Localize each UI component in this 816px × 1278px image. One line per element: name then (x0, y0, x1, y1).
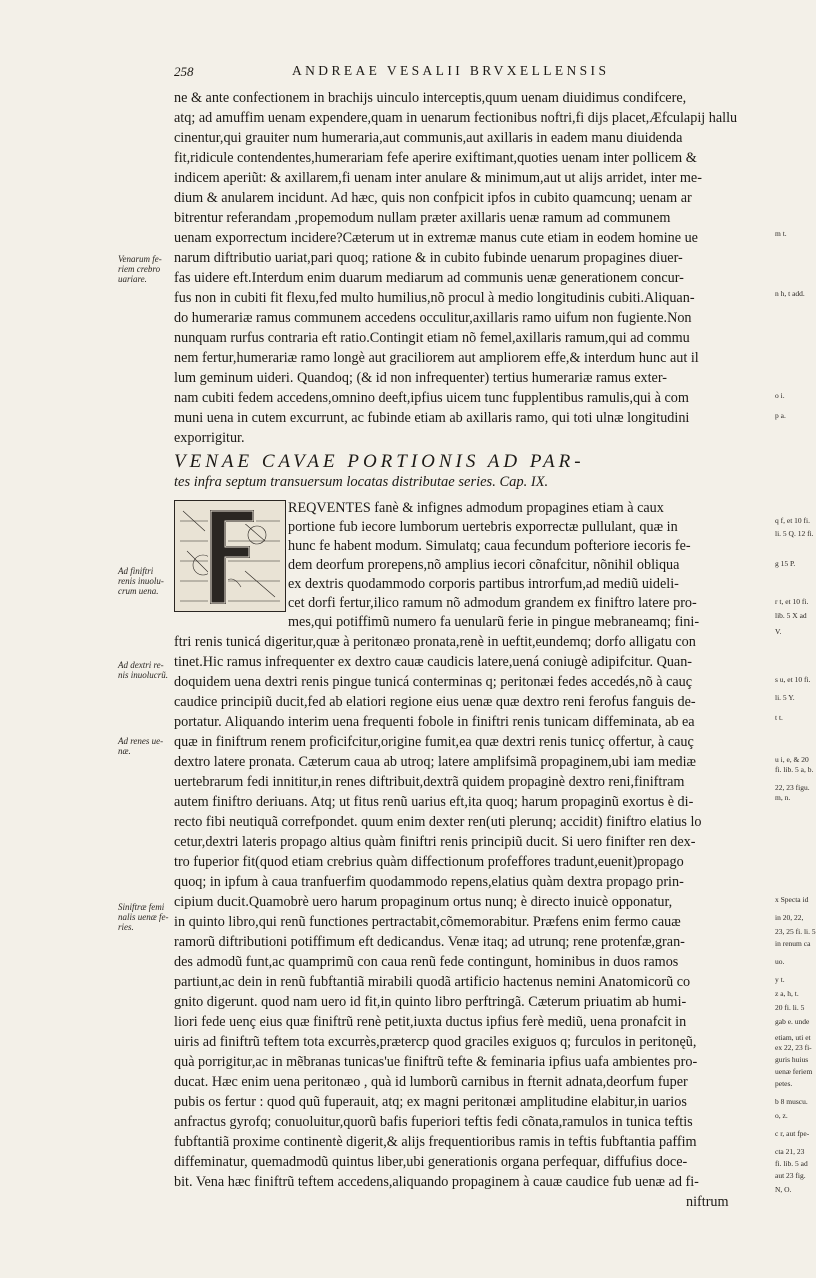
text-line: fas uidere eft.Interdum enim duarum mediarum ad communis uenæ generationem concur- (174, 270, 684, 286)
text-line: autem finiftro deriuans. Atq; ut fitus renũ uarius eft,ita quoq; harum propaginũ exortus è di- (174, 794, 694, 810)
text-line: recto fibi neutiquã correfpondet. quum enim dexter ren(uti plerunq; accidit) finiftro elatius lo (174, 814, 702, 830)
text-line: liori fede uenç eius quæ finiftrũ renè petit,iuxta ductus ipfius ferè mediũ, uena pronafcit in (174, 1014, 687, 1030)
text-line: quà porrigitur,ac in mẽbranas tunicas'ue finiftrũ tefte & feminaria ipfius uafa ambientes pro- (174, 1054, 698, 1070)
margin-reference: o, z. (775, 1111, 788, 1120)
margin-reference: u i, e, & 20 (775, 755, 809, 764)
margin-reference: 22, 23 figu. (775, 783, 810, 792)
text-line: REQVENTES fanè & infignes admodum propagines etiam à caux (288, 500, 664, 516)
text-line: bitrentur referandam ,propemodum nullam præter axillaris uenæ ramum ad communem (174, 210, 671, 226)
text-line: des admodũ funt,ac quamprimũ con caua renũ fede contingunt, hominibus in duos ramos (174, 954, 679, 970)
margin-reference: fi. lib. 5 ad (775, 1159, 808, 1168)
text-line: pubis os fertur : quod quũ fuperauit, atq; ex magni peritonæi amplitudine elabitur,in uarios (174, 1094, 687, 1110)
text-line: ftri renis tunicá digeritur,quæ à peritonæo pronata,renè in ueftit,eundemq; dorfo alligatu con (174, 634, 696, 650)
margin-reference: uenæ feriem (775, 1067, 813, 1076)
margin-reference: m t. (775, 229, 787, 238)
margin-reference: guris huius (775, 1055, 809, 1064)
margin-reference: V. (775, 627, 782, 636)
text-line: indicem aperiũt: & axillarem,fi uenam inter anulare & minimum,aut ut alijs arridet, inter me- (174, 170, 702, 186)
text-line: doquidem uena dextri renis pingue tunicá conterminas q; peritonæi fedes accedés,nõ à cauç (174, 674, 693, 690)
margin-reference: 20 fi. li. 5 (775, 1003, 805, 1012)
text-line: caudice principiũ ducit,fed ab elatiori regione eius uenæ quæ dextro reni ferofus fanguis de- (174, 694, 696, 710)
text-line: cet dorfi fertur,ilico ramum nõ admodum grandem ex finiftro latere pro- (288, 595, 697, 611)
text-line: diffeminatur, quemadmodũ quintus liber,ubi generationis organa perfequar, diffufius doce- (174, 1154, 688, 1170)
text-line: nem fertur,humerariæ ramo longè aut graciliorem aut ampliorem effe,& interdum hunc aut il (174, 350, 699, 366)
text-line: dium & anularem incidunt. Ad hæc, quis non confpicit ipfos in cubito quamcunq; uenam ar (174, 190, 692, 206)
margin-reference: z a, h, t. (775, 989, 799, 998)
running-head: ANDREAE VESALII BRVXELLENSIS (292, 63, 610, 78)
margin-reference: lib. 5 X ad (775, 611, 807, 620)
margin-reference: n h, t add. (775, 289, 805, 298)
margin-note: Siniftræ femi nalis uenæ fe- ries. (118, 902, 169, 932)
margin-reference: cta 21, 23 (775, 1147, 805, 1156)
margin-reference: li. 5 Y. (775, 693, 795, 702)
margin-reference: y t. (775, 975, 785, 984)
text-line: ex dextris quodammodo corporis partibus introrfum,ad mediũ uideli- (288, 576, 679, 592)
text-line: fus non in cubiti fit flexu,fed multo humilius,nõ procul à medio longitudinis cubiti.Aliquan- (174, 290, 695, 306)
text-line: tro fuperior fit(quod etiam crebrius quàm diffectionum profeffores tradunt,euenit)propago (174, 854, 684, 870)
margin-reference: o i. (775, 391, 785, 400)
margin-reference: g 15 P. (775, 559, 796, 568)
margin-reference: t t. (775, 713, 783, 722)
text-line: fit,ridicule contendentes,humerariam fefe aperire exiftimant,quoties uenam inter pollicem & (174, 150, 697, 166)
margin-reference: p a. (775, 411, 786, 420)
text-line: nunquam rurfus contraria eft ratio.Contingit etiam nõ femel,axillaris ramum,qui ad commu (174, 330, 690, 346)
text-line: mes,qui potiffimũ numero fa uenularũ ferie in pingue mebraneamq; fini- (288, 614, 700, 630)
margin-reference: uo. (775, 957, 785, 966)
text-line: lum geminum uideri. Quandoq; (& id non infrequenter) tertius humerariæ ramus exter- (174, 370, 667, 386)
margin-reference: gab e. unde (775, 1017, 810, 1026)
margin-reference: ex 22, 23 fi- (775, 1043, 812, 1052)
margin-reference: r t, et 10 fi. (775, 597, 809, 606)
margin-reference: in renum ca (775, 939, 811, 948)
text-line: portione fub iecore lumborum uertebris exporrectæ pullulant, quæ in (288, 519, 678, 535)
text-line: uiris ad finiftrũ teftem tota excurrès,prætercp quod graciles exiguos q; furculos in peritonęũ, (174, 1034, 697, 1050)
text-line: portatur. Aliquando interim uena frequenti fobole in finiftri renis tunicam diffeminata, ab ea (174, 714, 695, 730)
margin-reference: fi. lib. 5 a, b. (775, 765, 814, 774)
margin-reference: li. 5 Q. 12 fi. (775, 529, 814, 538)
text-line: gnito digerunt. quod nam uero id fit,in quinto libro perftringã. Cæterum priuatim ab humi- (174, 994, 687, 1010)
margin-reference: m, n. (775, 793, 791, 802)
text-line: narum diftributio uariat,pari quoq; ratione & in cubito fubinde uenarum propagines diuer- (174, 250, 683, 266)
text-line: nam cubiti fedem accedens,omnino deeft,ipfius uicem tunc fupplentibus ramulis,qui à com (174, 390, 689, 406)
text-line: ramorũ diftributioni potiffimum eft dedicandus. Venæ itaq; ad utrunq; rene protenfæ,gran- (174, 934, 685, 950)
margin-reference: b 8 muscu. (775, 1097, 808, 1106)
catchword: niftrum (686, 1194, 729, 1210)
text-line: atq; ad amuffim uenam expendere,quam in uenarum fectionibus noftri,fi dijs placet,Æfculapij hallu (174, 110, 738, 126)
margin-reference: 23, 25 fi. li. 5 (775, 927, 816, 936)
margin-reference: N, O. (775, 1185, 792, 1194)
text-line: cipium ducit.Quamobrè uero harum propaginum ortus nunq; è directo inuicè opponatur, (174, 894, 673, 910)
woodcut-illustration (175, 501, 285, 611)
page-header (0, 62, 800, 86)
margin-note: Venarum fe- riem crebro uariare. (118, 254, 162, 284)
text-line: ne & ante confectionem in brachijs uinculo interceptis,quum uenam diuidimus condifcere, (174, 90, 687, 106)
text-line: exporrigitur. (174, 430, 245, 446)
text-line: muni uena in cutem excurrunt, ac fubinde etiam ab axillaris ramo, qui toti ulnæ longitudini (174, 410, 690, 426)
text-line: dem deorfum prorepens,nõ amplius iecori cõnafcitur, nõnihil obliqua (288, 557, 680, 573)
text-line: anfractus gyrofq; conuoluitur,quorũ bafis fuperiori teftis fedi cõnata,ramulos in tunica teftis (174, 1114, 693, 1130)
text-line: quæ in finiftrum renem proficifcitur,origine fumit,ea quæ dextri renis tunicç offertur, à cauç (174, 734, 694, 750)
text-line: uertebrarum fedi innititur,in renes diftribuit,dextrã quidem propaginè dextro reni,finiftram (174, 774, 685, 790)
chapter-subtitle: tes infra septum transuersum locatas distributae series. Cap. IX. (174, 474, 549, 490)
page-number: 258 (174, 64, 194, 79)
chapter-title: VENAE CAVAE PORTIONIS AD PAR- (174, 451, 585, 472)
margin-note: Ad renes ue- næ. (118, 736, 164, 756)
margin-reference: c r, aut fpe- (775, 1129, 810, 1138)
text-line: do humerariæ ramus communem accedens occulitur,axillaris ramo uifum non fugiente.Non (174, 310, 692, 326)
text-line: in quinto libro,qui renũ functiones pertractabit,cõmemorabitur. Præfens enim fermo cauæ (174, 914, 681, 930)
margin-note: Ad finiftri renis inuolu- crum uena. (118, 566, 164, 596)
margin-reference: etiam, uti et (775, 1033, 811, 1042)
text-line: quoq; in ipfum à caua tranfuerfim quodammodo repens,elatius quàm dextra propago prin- (174, 874, 684, 890)
margin-reference: aut 23 fig. (775, 1171, 806, 1180)
text-line: tinet.Hic ramus infrequenter ex dextro cauæ caudicis latere,uená coniugè adipifcitur. Quan- (174, 654, 693, 670)
text-line: cinentur,qui grauiter num humeraria,aut communis,aut axillaris in eadem manu diuidenda (174, 130, 683, 146)
margin-reference: q f, et 10 fi. (775, 516, 810, 525)
margin-reference: in 20, 22, (775, 913, 804, 922)
text-line: uenam exporrectum incidere?Cæterum ut in extremæ manus cute etiam in eodem homine ue (174, 230, 698, 246)
text-line: hunc fe habent modum. Simulatq; caua fecundum pofteriore iecoris fe- (288, 538, 691, 554)
text-line: bit. Vena hæc finiftrũ teftem accedens,aliquando propaginem à cauæ caudice fub uenæ ad fi- (174, 1174, 699, 1190)
margin-reference: petes. (775, 1079, 793, 1088)
text-line: fubftantiã proxime continentè digerit,& alijs frequentioribus ramis in teftis fubftantia paffim (174, 1134, 697, 1150)
text-line: cetur,dextri lateris propago altius quàm finiftri renis principiũ ducit. Si uero finifter ren dex- (174, 834, 696, 850)
decorated-initial-f (174, 500, 286, 612)
margin-note: Ad dextri re- nis inuolucrũ. (118, 660, 169, 680)
margin-reference: s u, et 10 fi. (775, 675, 811, 684)
text-line: dextro latere pronata. Cæterum caua ab utroq; latere amplifsimã propaginem,ubi iam mediæ (174, 754, 697, 770)
text-line: partiunt,ac dein in renũ fubftantiã mirabili quodã artificio hactenus nemini Anatomicorũ co (174, 974, 691, 990)
text-line: ducat. Hæc enim uena peritonæo , quà id lumborũ carnibus in fternit adnata,deorfum fuper (174, 1074, 688, 1090)
margin-reference: x Specta id (775, 895, 809, 904)
